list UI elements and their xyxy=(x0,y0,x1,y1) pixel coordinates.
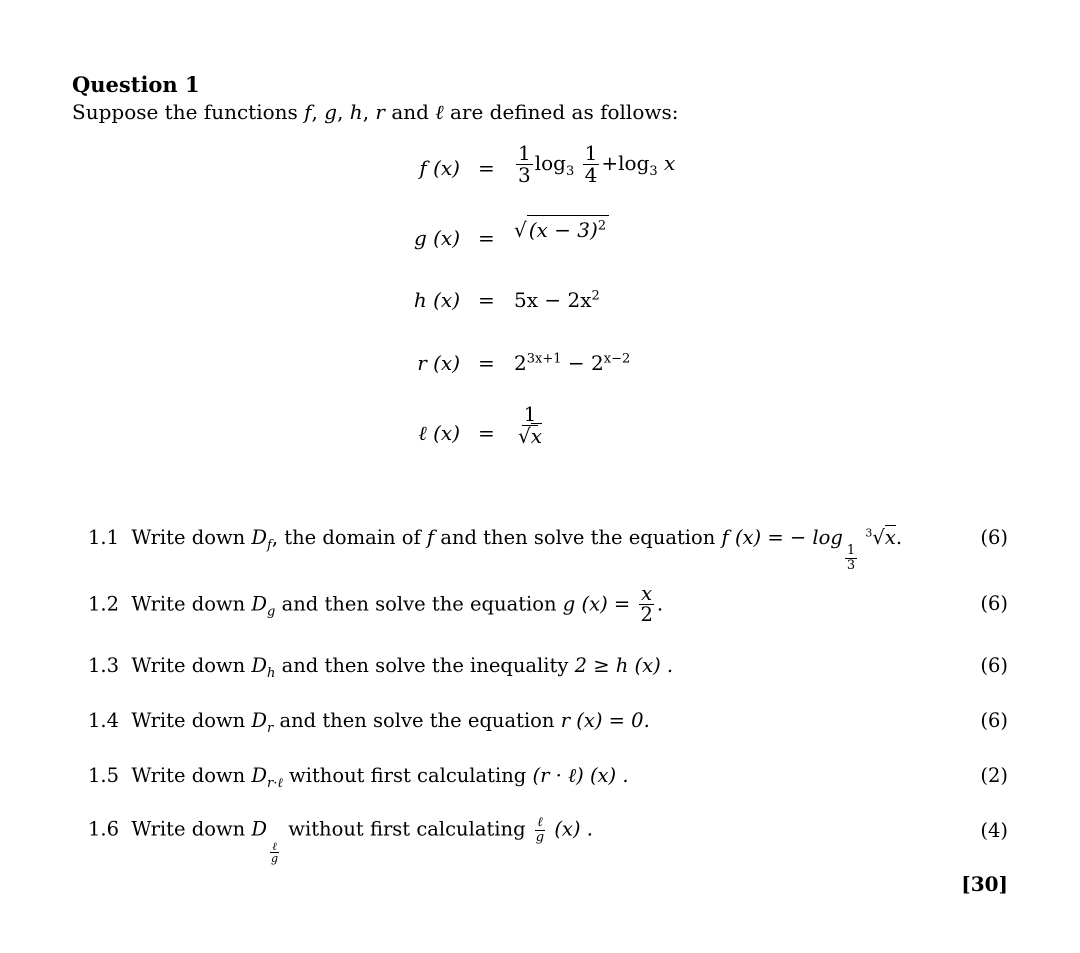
item-1-5: 1.5 Write down $D_{r\cdot\ell}$ without first calculating (r · ℓ) (x) . xyxy=(88,764,629,791)
total-marks: [30] xyxy=(961,872,1008,896)
def-l-lhs: ℓ (x) xyxy=(418,421,460,445)
def-g-eq: = xyxy=(478,226,495,250)
item-1-6-marks: (4) xyxy=(980,819,1008,842)
item-1-1: 1.1 Write down $D_f$, the domain of f and then solve the equation f (x) = − log $\frac{1}{3}$ $^3$√x. xyxy=(88,526,903,573)
item-1-2-marks: (6) xyxy=(980,592,1008,615)
def-l-rhs: $\frac{1}{√x}$ xyxy=(518,402,543,448)
item-1-3: 1.3 Write down $D_h$ and then solve the inequality 2 ≥ h (x) . xyxy=(88,654,674,681)
item-1-4-marks: (6) xyxy=(980,709,1008,732)
item-1-2: 1.2 Write down $D_g$ and then solve the equation g (x) = $\frac{x}{2}$ . xyxy=(88,582,664,627)
item-1-6: 1.6 Write down D $\frac{\text{ℓ}}{g}$ without first calculating $\frac{\text{ℓ}}{g}$ (x) . xyxy=(88,815,593,866)
item-1-4: 1.4 Write down $D_r$ and then solve the equation r (x) = 0. xyxy=(88,709,650,736)
item-1-3-marks: (6) xyxy=(980,654,1008,677)
item-1-1-marks: (6) xyxy=(980,526,1008,549)
item-1-5-marks: (2) xyxy=(980,764,1008,787)
def-r-lhs: r (x) xyxy=(417,351,460,375)
def-h-rhs: $5x - 2x^2$ xyxy=(514,288,600,312)
question-title: Question 1 xyxy=(72,72,200,97)
def-h-eq: = xyxy=(478,288,495,312)
def-r-eq: = xyxy=(478,351,495,375)
def-h-lhs: h (x) xyxy=(413,288,460,312)
def-g-lhs: g (x) xyxy=(413,226,460,250)
def-l-eq: = xyxy=(478,421,495,445)
def-f-lhs: f (x) xyxy=(419,156,460,180)
question-intro: Suppose the functions f, g, h, r and ℓ are defined as follows: xyxy=(72,100,679,124)
def-g-rhs: √ $(x - 3)^2$ xyxy=(514,218,609,242)
def-r-rhs: $2^{3x+1} - 2^{x-2}$ xyxy=(514,351,631,375)
def-f-eq: = xyxy=(478,156,495,180)
def-f-rhs: $\frac{1}{3}$ $\log_3$ $\frac{1}{4}$ $+\log_3$ x xyxy=(518,141,676,187)
